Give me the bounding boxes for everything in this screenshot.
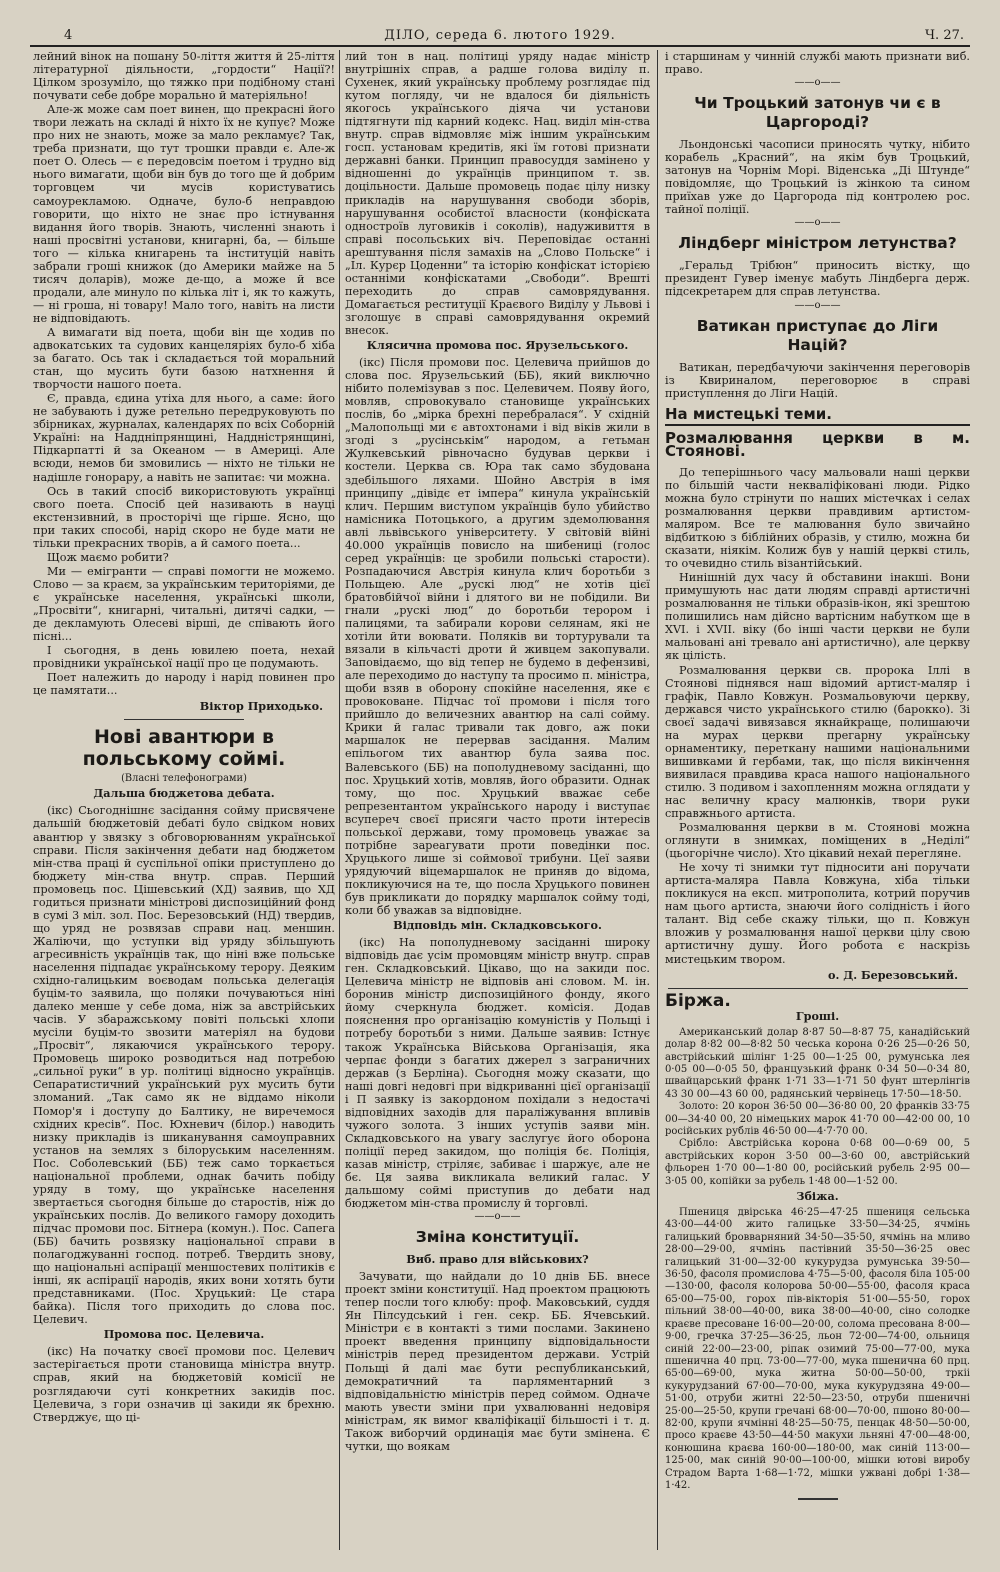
subheading: Дальша бюджетова дебата. (93, 786, 275, 801)
subheading: Відповідь мін. Складковського. (393, 918, 602, 933)
section-title: Біржа. (665, 990, 731, 1011)
column-3 (665, 50, 970, 1555)
separator (124, 719, 244, 720)
issue-number: Ч. 27. (925, 28, 964, 43)
rates-paragraph: Американський долар 8·87 50—8·87 75, канадійський долар 8·82 00—8·82 50 чеська корона 0·26 25—0·26 50, австрійський шілінг 1·25 00—1·25 00, румунська лея 0·05 00—0·05 50, французький франк 0·34 50—0·34 80, швайцарський франк 1·71 33—1·71 50 фунт штерлінгів 43 30 00—43 60 00, радянський червінець 17·50—18·50. (665, 1026, 970, 1100)
subheading: Промова пос. Целевича. (103, 1327, 265, 1342)
paragraph: Розмалювання церкви в м. Стоянові можна оглянути в знимках, поміщених в „Неділі“ (цьогорічне число). Хто цікавий нехай перегляне. (665, 821, 970, 861)
paragraph: Розмалювання церкви св. пророка Іллі в Стоянові піднявся наш відомий артист-маляр і графік, Павло Ковжун. Розмальовуючи церкву, держався чисто українського стилю (барокко). Зі своєї задачі вивязався якнайкраще, полишаючи на мурах церкви прегарну українську орнаментику, переткану нашими національними вишивками й гербами, так, що після викінчення виявилася правдива краса нашого національного стилю. З подивом і захопленням можна оглядати у нас величну красу малюнків, твори руки справжнього артиста. (665, 663, 970, 821)
paragraph: Але-ж може сам поет винен, що прекрасні його твори лежать на складі й ніхто їх не купує? Може про них не знають, може за мало рекламує? Так, треба признати, що тут трошки правди є. Але-ж поет О. Олесь — є передовсім поетом і трудно від нього вимагати, щоби він був до того ще й добрим торговцем чи мусів користуватись самоурекламою. Одначе, було-б неправдою говорити, що ніхто не знає про істнування видання його творів. Знають, численні знають і наші просвітні установи, книгарні, ба, — більше того — кілька книгарень та інституцій навіть забрали гроші книжок (до Америки майже на 5 тисяч доларів), може де-що, а може й все продали, але минуло по кілька літ і, як то кажуть, — ні гроша, ні товару! Мало того, навіть на листи не відповідають. (33, 103, 335, 325)
paragraph: і старшинам у чинній службі мають признати виб. право. (665, 50, 970, 77)
article-source: (Власні телефонограми) (121, 773, 247, 785)
subheading: Клясична промова пос. Ярузельського. (366, 338, 629, 353)
article-headline: Нові авантюри в польському соймі. (82, 726, 286, 771)
separator (668, 988, 968, 989)
rates-paragraph: Золото: 20 корон 36·50 00—36·80 00, 20 франків 33·75 00—34·40 00, 20 німецьких марок 41·70 00—42·00 00, 10 російських рублів 46·50 00—4·7·70 00. (665, 1101, 970, 1137)
rates-paragraph: Срібло: Австрійська корона 0·68 00—0·69 00, 5 австрійських корон 3·50 00—3·60 00, австрійський фльорен 1·70 00—1·80 00, російський рубель 2·95 00—3·05 00, копійки за рубель 1·48 00—1·52 00. (665, 1138, 970, 1187)
end-rule (798, 1498, 838, 1500)
author-signature: о. Д. Березовський. (828, 967, 958, 982)
ornament-divider: ——o—— (474, 1211, 521, 1223)
masthead: ДІЛО, середа 6. лютого 1929. (384, 28, 616, 43)
paragraph: І сьогодня, в день ювилею поета, нехай провідники української нації про це подумають. (33, 644, 335, 671)
article-headline: Ліндберг міністром летунства? (678, 234, 957, 253)
column-divider (339, 50, 340, 1550)
rates-paragraph: Пшениця двірська 46·25—47·25 пшениця сельська 43·00—44·00 жито галицьке 33·50—34·25, ячмінь галицький бровварняний 34·50—35·50, ячмінь на мливо 28·00—29·00, ячмінь пастівний 35·50—36·25 овес галицький 31·00—32·00 кукурудза румунська 39·50—36·50, фасоля промислова 4·75—5·00, фасоля біла 105·00—130·00, фасоля колорова 50·00—55·00, фасоля краса 65·00—75·00, горох пів-вікторія 51·00—55·50, горох пільний 38·00—40·00, вика 38·00—40·00, сіно солодке краєве пресоване 16·00—20·00, солома пресована 8·00—9·00, гречка 37·25—36·25, льон 72·00—74·00, ольниця синій 22·00—23·00, ріпак озимий 75·00—77·00, мука пшенична 40 прц. 73·00—77·00, мука пшенична 60 прц. 65·00—69·00, мука житна 50·00—50·00, тркіі кукурудзаний 67·00—70·00, мука кукурудзяна 49·00—51·00, отруби житні 22·50—23·50, отруби пшеничні 25·00—25·50, крупи гречані 68·00—70·00, пшоно 80·00—82·00, крупи ячмінні 48·25—50·75, пенцак 48·50—50·00, просо краєве 43·50—44·50 макухи льняні 47·00—48·00, конюшина краєва 160·00—180·00, мак синій 113·00—125·00, мак синій 90·00—100·00, мішки ютові виробу Страдом Варта 1·68—1·72, мішки ужвані добрі 1·38—1·42. (665, 1207, 970, 1491)
grain-prices (665, 1207, 970, 1492)
paragraph: лий тон в нац. політиці уряду надає міністр внутрішніх справ, а радше голова виділу п. Сухенек, який українську проблему розглядає під кутом погляду, чи не вдалося би діяльність якогось українського діяча чи установи підтягнути під карний кодекс. Нац. виділ мін-ства внутр. справ відмовляє між іншим українським госп. установам кредитів, які їм готові признати державні банки. Принцип правосуддя замінено у відношенні до українців принципом т. зв. доцільности. Дальше промовець подає цілу низку прикладів на нарушування свободи зборів, нарушування особистої власности (конфіската одностроїв луговиків і соколів), надуживиття в справі посольських віч. Переповідає останні арештування після замахів на „Слово Польске“ і „Іл. Курєр Цоденни“ та історію конфіскат історією останніми конфіскатами „Свободи“. Врешті переходить до справ самоврядування. Домагається реституції Краєвого Виділу у Львові і зголошує в справі самоврядування окремий внесок. (345, 50, 650, 337)
subheading: Виб. право для військових? (406, 1252, 589, 1267)
page-number: 4 (64, 28, 73, 43)
article-headline: Чи Троцький затонув чи є в Царгороді? (694, 94, 941, 132)
ornament-divider: ——o—— (794, 77, 841, 89)
paragraph: Ватикан, передбачуючи закінчення переговорів із Квириналом, переговорює в справі приступлення до Ліги Націй. (665, 360, 970, 400)
column-2 (345, 50, 650, 1555)
paragraph: (ікс) Сьогоднішнє засідання сойму присвячене дальшій бюджетовій дебаті було свідком нових авантюр у звязку з обговорюванням української справи. Після закінчення дебати над бюджетом мін-ства праці й суспільної опіки приступлено до бюджету мін-ства внутр. справ. Перший промовець пос. Цішевський (ХД) заявив, що ХД годиться признати міністрові диспозиційний фонд в сумі 3 міл. зол. Пос. Березовський (НД) твердив, що уряд не розвязав справи нац. меншин. Жаліючи, що уступки від уряду збільшують агресивність українців так, що ніні вже польське населення підпадає українському терору. Деяким східно-галицьким воєводам польська делегація буцім-то заявила, що поляки почуваються ніні далеко менше у себе дома, ніж за австрійських часів. У збаражському повіті польські хлопи мусіли буцім-то звозити матеріял на будови „Просвіт“, лякаючися українського терору. Промовець широко розводиться над потребою „сильної руки“ в ур. політиці відносно українців. Сепаратистичний український рух мусить бути зломаний. „Так само як не віддамо ніколи Помор'я і доступу до Балтику, не виречемося східних кресів“. Пос. Юхневич (білор.) наводить низку прикладів із шиканування самоуправних установ на землях з білоруським населенням. Пос. Соболевський (ББ) теж само торкається національної проблеми, однак бачить побіду уряду в тому, що українське населення звертається сьогодня більше до старостів, ніж до українських послів. До великого гамору доходить підчас промови пос. Бітнера (комун.). Пос. Сапега (ББ) бачить розвязку національної справи в полагоджуванні господ. потреб. Твердить знову, що національні аспірації меншостевих політиків є інші, як аспірації народів, яких вони хотять бути представниками. (Пос. Хруцький: Це стара байка). Після того приходить до слова пос. Целевич. (33, 804, 335, 1327)
paragraph: Є, правда, єдина утіха для нього, а саме: його не забувають і дуже ретельно передруковують по збірниках, журналах, календарях по всіх Соборній Україні: на Наддніпрянщині, Наддністрянщині, Підкарпатті й за Океаном — в Америці. Але всюди, немов би змовились — ніхто не тільки не надішле гонорару, а навіть не запитає: чи можна. (33, 392, 335, 484)
paragraph: (ікс) Після промови пос. Целевича прийшов до слова пос. Ярузельський (ББ), який виключно нібито полемізував з пос. Целевичем. Появу його, мовляв, спровокувало становище українських послів, бо „мірка брехні перебралася“. У східній „Малопольщі ми є автохтонами і від віків жили в згоді з „русінськім“ народом, а гетьман Жулкевський рівночасно будував церкви і костели. Церква св. Юра так само збудована здебільшого ляхами. Шойно Австрія в імя принципу „дівідє ет імпера“ кинула українській клич. Першим виступом українців було убийство намісника Потоцького, а другим здемолювання авлі львівського університету. У світовій війні 40.000 українців повисло на шибениці (голос серед українців: це зробили польські старости). Розпадаючися Австрія кинула клич боротьби з Польщею. Але „рускі люд“ не хотів цієї братовбійчої війни і длятого ви не побідили. Ви гнали „рускі люд“ до боротьби терором і палицями, та забирали корови селянам, які не хотіли йти воювати. Поляків ви тортурували та вязали в кільчасті дроти й живцем закопували. Заповідаємо, що від тепер не будемо в дефензиві, але переходимо до наступу та просимо п. міністра, щоби взяв в оборону спокійне населення, яке є провоковане. Підчас тої промови і після того прийшло до величезних авантюр на салі сойму. Крики й галас тривали так довго, аж поки маршалок не перервав засідання. Малим епільогом тих авантюр була заява пос. Валевського (ББ) на пополудневому засіданні, що пос. Хруцький хотів, мовляв, його образити. Однак тому, що пос. Хруцький вважає себе репрезентантом українського народу і виступає всупереч своєї присяги часто проти інтересів польської держави, тому промовець уважає за потрібне зареагувати проти поведінки пос. Хруцького лише зі соймової трибуни. Цеї заяви урядуючий віцемаршалок не приняв до відома, покликуючися на те, що посла Хруцького повинен був прикликати до порядку маршалок сойму тоді, коли бб уважав за відповідне. (345, 356, 650, 918)
article-headline: Зміна конституції. (415, 1228, 580, 1247)
paragraph: Ось в такий спосіб використовують українці свого поета. Спосіб цей називають в науці екстензивний, в просторічі ще гірше. Ясно, що при таких способі, нарід скоро не буде мати не тільки прекрасних творів, а й самого поета... (33, 484, 335, 550)
paragraph: (ікс) На пополудневому засіданні широку відповідь дає усім промовцям міністр внутр. справ ген. Складковський. Цікаво, що на закиди пос. Целевича міністр не відповів ані словом. М. ін. боронив міністр диспозиційного фонду, якого йому счеркнула бюджет. комісія. Додав пояснення про організацію комуністів у Польщі і потребу боротьби з ними. Дальше заявив: Істнує також Українська Військова Організація, яка черпає фонди з багатих джерел з заграничних держав (з Берліна). Сьогодня можу сказати, що наші довгі недовгі при відкриванні цієї організації і П заявку із закордоном похідали з недостачі відповідних заходів для параліжування впливів чужого золота. З інших уступів заяви мін. Складковського на увагу заслугує його оборона поліції перед закидом, що поліція бє. Поліція, казав міністр, стріляє, забиває і шаржує, але не бє. Ця заява викликала великий галас. У дальшому соймі приступив до дебати над бюджетом мін-ства промислу й торговлі. (345, 936, 650, 1211)
paragraph: А вимагати від поета, щоби він ще ходив по адвокатських та судових канцеляріях було-б хіба за багато. Ось так і складається той моральний стан, що мусить бути базою натхнення й творчости нашого поета. (33, 325, 335, 392)
header-rule (30, 45, 970, 47)
paragraph: До теперішнього часу мальовали наші церкви по більшій части некваліфіковані люди. Рідко можна було стрінути по наших містечках і селах розмалювання церкви правдивим артистом-маляром. Все те малювання було звичайно відбиткою з біблійних образів, у стилю, можна би сказати, ніякім. Колиж був у нашій церкві стиль, то очевидно стиль візантійський. (665, 465, 970, 571)
market-rates (665, 1027, 970, 1188)
ornament-divider: ——o—— (794, 299, 841, 311)
paragraph: Нинішній дух часу й обставини інакші. Вони примушують нас дати людям справді артистичні розмалювання не тільки образів-ікон, які зрештою полишились нам дійсно вартісним набутком ще в XVI. і XVII. віку (бо інші части церкви не були мальовані ані тревало ані артистично), але церкву як цілість. (665, 571, 970, 663)
article-headline: Ватикан приступає до Ліги Націй? (696, 316, 939, 354)
column-1 (33, 50, 335, 1555)
column-divider (657, 50, 658, 1550)
subheading: Гроші. (795, 1008, 840, 1023)
page-header (30, 28, 970, 44)
author-signature: Віктор Приходько. (199, 699, 323, 714)
article-headline: Розмалювання церкви в м. Стоянові. (665, 428, 970, 460)
ornament-divider: ——o—— (794, 217, 841, 229)
paragraph: лейний вінок на пошану 50-ліття життя й 25-ліття літературної діяльности, „гордости“ Нації?! Цілком зрозуміло, що тяжко при подібному стані почувати себе добре морально й матеріяльно! (33, 50, 335, 103)
paragraph: Ми — емігранти — справі помогти не можемо. Слово — за краєм, за українським територіями, де є українське населення, українські школи, „Просвіти“, книгарні, читальні, дитячі садки, — де декламують Олесеві вірші, де співають його пісні... (33, 564, 335, 644)
paragraph: Зачувати, що найдали до 10 днів ББ. внесе проект зміни конституції. Над проектом працюють тепер посли того клюбу: проф. Маковський, суддя Ян Пілсудський і ген. секр. ББ. Ячевський. Міністри є в контакті з тими послами. Закинено проект введення принципу відповідальности міністрів перед президентом держави. Устрій Польщі й далі має бути республиканський, демократичний та парляментарний з відповідальністю міністрів перед соймом. Одначе мають увести зміни при ухвалюванні недовіря міністрам, як вимог кваліфікації більшості і т. д. Також виборчий ординація має бути змінена. Є чутки, що воякам (345, 1270, 650, 1453)
paragraph: Поет належить до народу і нарід повинен про це памятати... (33, 671, 335, 698)
paragraph: Льондонські часописи приносять чутку, нібито корабель „Красний“, на якім був Троцький, затонув на Чорнім Морі. Віденська „Ді Штунде“ повідомляє, що Троцький із жінкою та сином приїхав уже до Царгорода під контролею рос. тайної поліції. (665, 138, 970, 217)
paragraph: Щож маємо робити? (47, 550, 169, 564)
section-rubric: На мистецькі теми. (665, 408, 970, 426)
paragraph: „Геральд Трібюн“ приносить вістку, що президент Гувер іменує мабуть Ліндберга держ. підсекретарем для справ летунства. (665, 259, 970, 299)
paragraph: Не хочу ті знимки тут підносити ані поручати артиста-маляра Павла Ковжуна, хіба тільки покликуся на експ. митрополита, котрий поручив нам цього артиста, знаючи його солідність і його талант. Від себе скажу тільки, що п. Ковжун вложив у розмалювання нашої церкви цілу свою артистичну душу. Його робота є наскрізь мистецьким твором. (665, 861, 970, 966)
subheading: Збіжа. (796, 1189, 839, 1203)
paragraph: (ікс) На початку своєї промови пос. Целевич застерігається проти становища міністра внутр. справ, який на бюджетовій комісії не розглядаючи суті конкретних закидів пос. Целевича, з гори означив ці закиди як брехню. Стверджує, що ці- (33, 1345, 335, 1424)
